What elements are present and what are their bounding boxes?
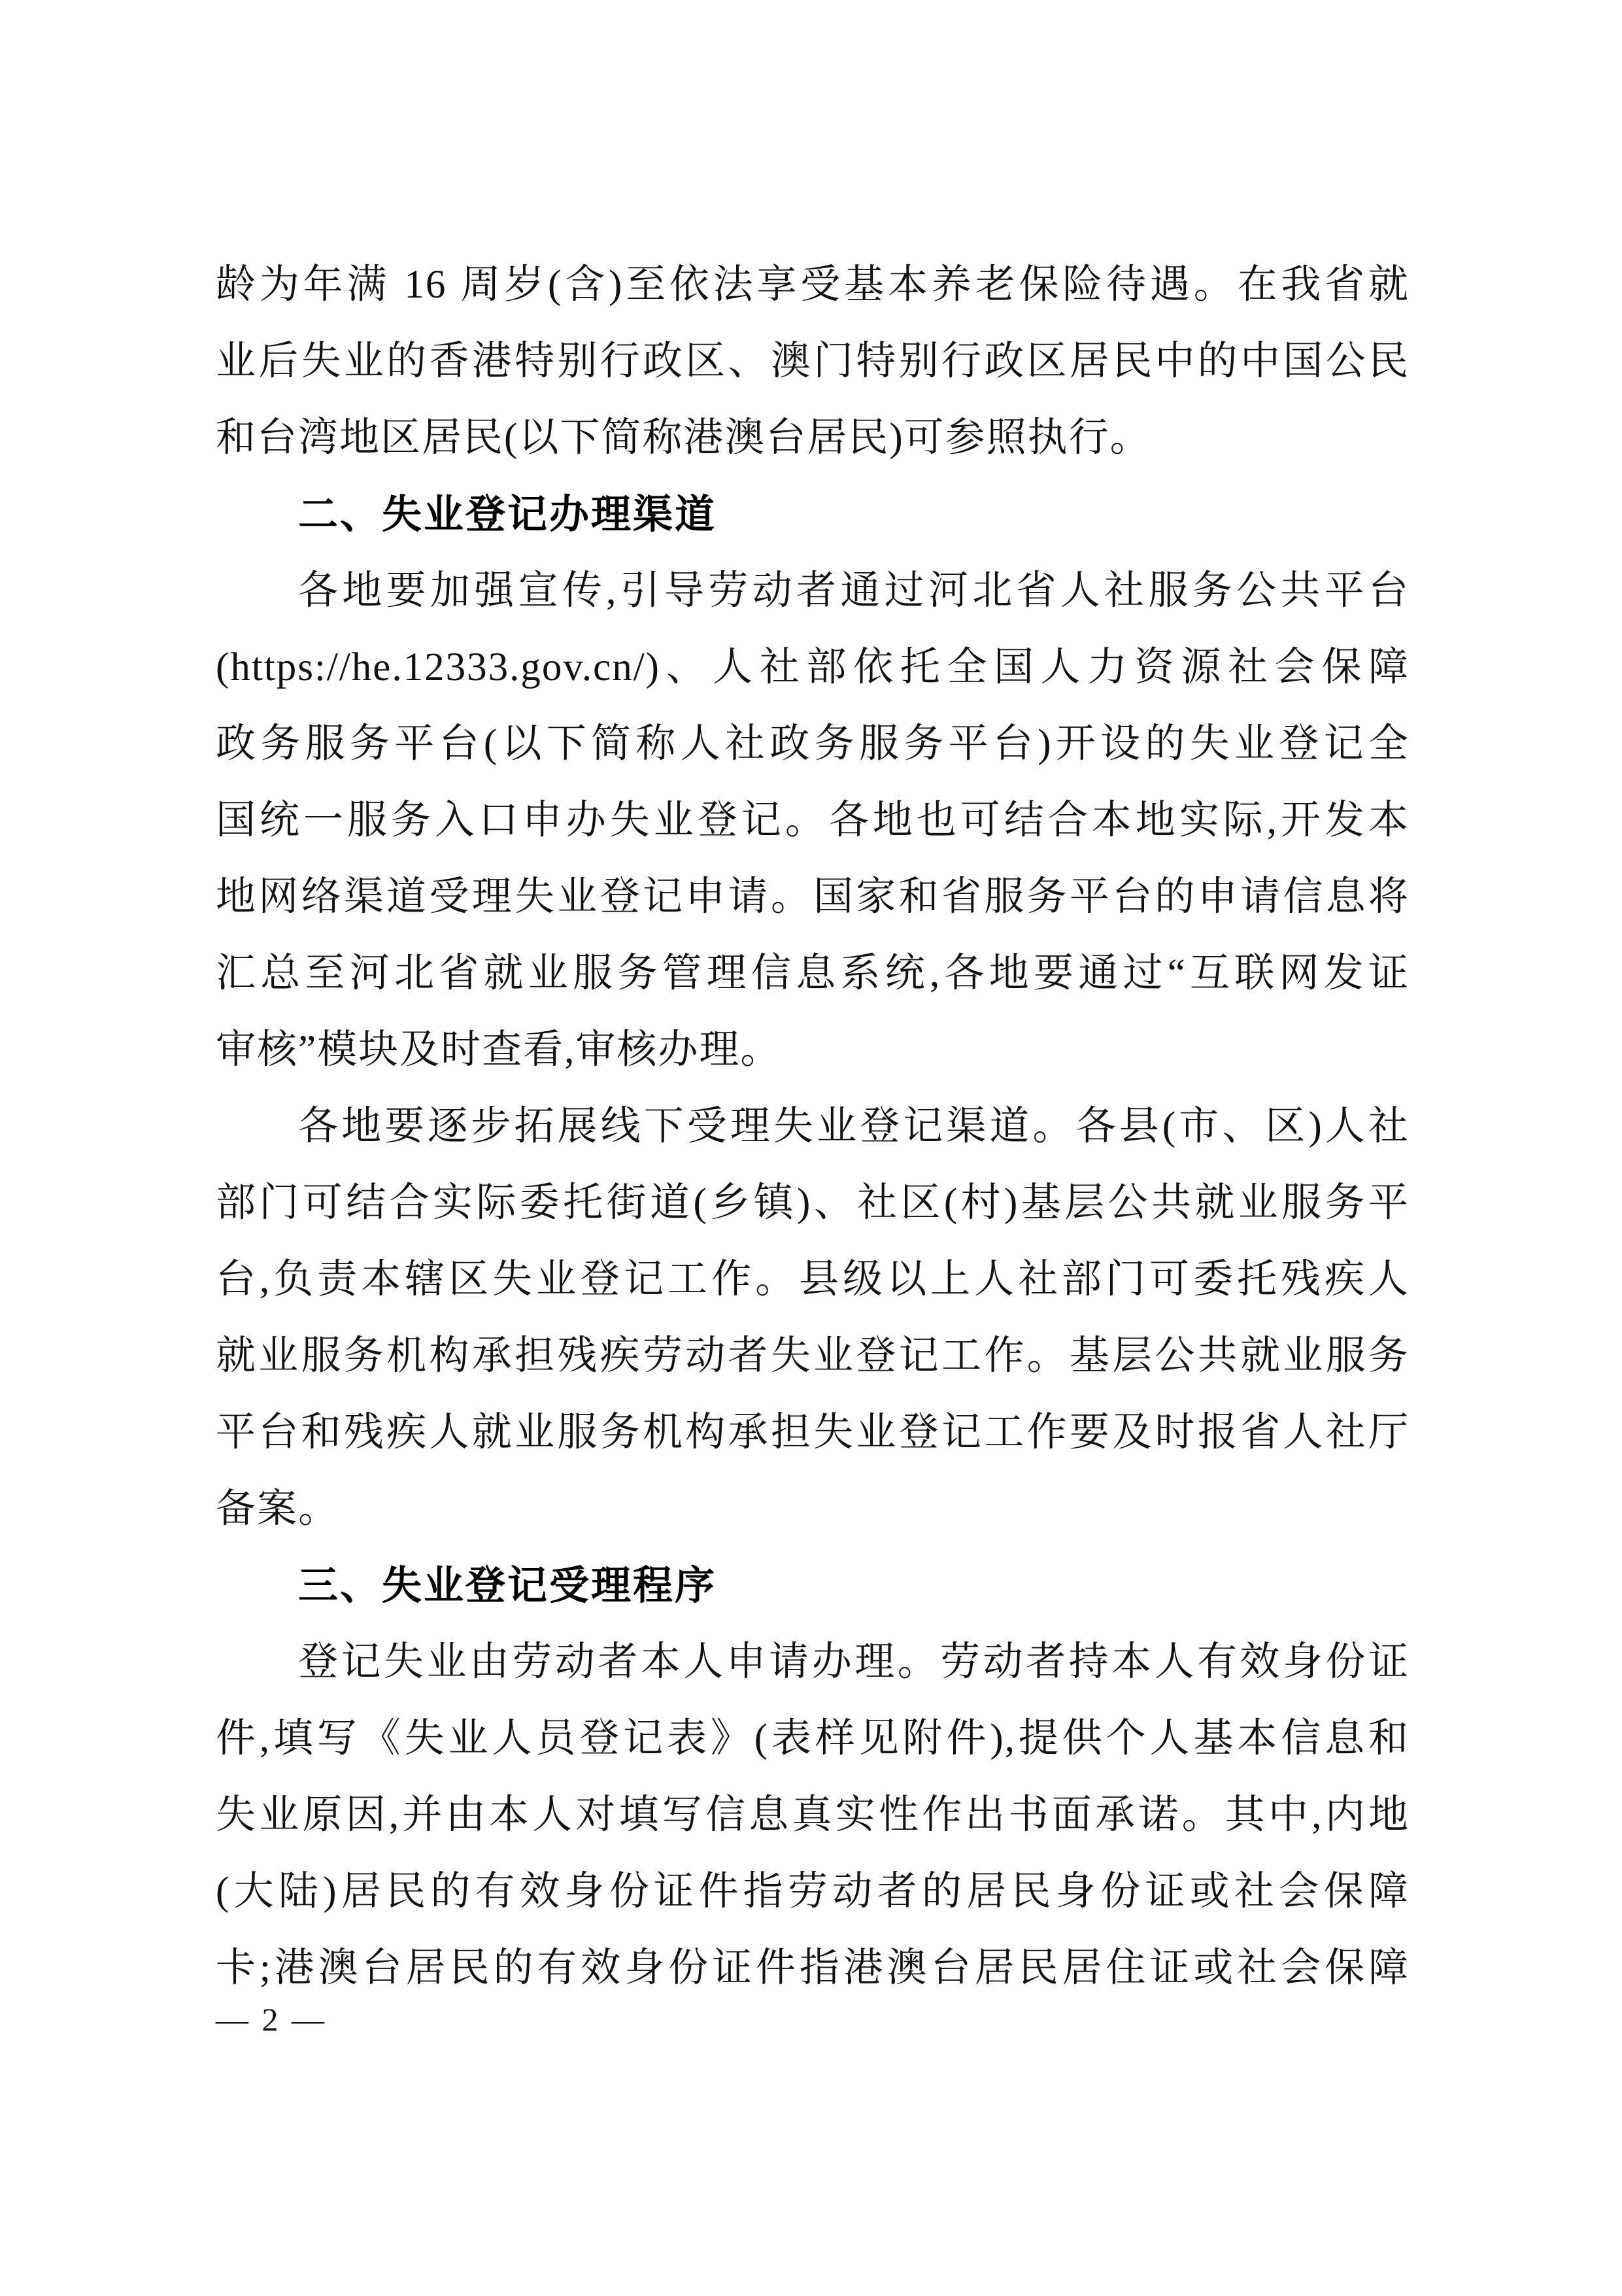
body-line: 汇总至河北省就业服务管理信息系统,各地要通过“互联网发证 [216, 951, 1410, 995]
body-line: 业后失业的香港特别行政区、澳门特别行政区居民中的中国公民 [216, 339, 1410, 383]
body-line: 登记失业由劳动者本人申请办理。劳动者持本人有效身份证 [298, 1640, 1410, 1684]
body-line: 台,负责本辖区失业登记工作。县级以上人社部门可委托残疾人 [216, 1258, 1410, 1301]
body-line: 件,填写《失业人员登记表》(表样见附件),提供个人基本信息和 [216, 1717, 1410, 1760]
body-line: 政务服务平台(以下简称人社政务服务平台)开设的失业登记全 [216, 722, 1410, 766]
body-line: (大陆)居民的有效身份证件指劳动者的居民身份证或社会保障 [216, 1870, 1410, 1913]
body-line: 和台湾地区居民(以下简称港澳台居民)可参照执行。 [216, 416, 1151, 460]
section-heading-2: 二、失业登记办理渠道 [298, 492, 717, 536]
document-text-block [216, 247, 1410, 2006]
body-line: 审核”模块及时查看,审核办理。 [216, 1028, 782, 1072]
body-line: 平台和残疾人就业服务机构承担失业登记工作要及时报省人社厅 [216, 1411, 1410, 1454]
body-line: 龄为年满 16 周岁(含)至依法享受基本养老保险待遇。在我省就 [216, 263, 1410, 307]
page-number: — 2 — [216, 2001, 327, 2038]
body-line: 国统一服务入口申办失业登记。各地也可结合本地实际,开发本 [216, 798, 1410, 842]
body-line: 失业原因,并由本人对填写信息真实性作出书面承诺。其中,内地 [216, 1793, 1410, 1837]
body-line: 各地要逐步拓展线下受理失业登记渠道。各县(市、区)人社 [298, 1105, 1410, 1148]
body-line: 部门可结合实际委托街道(乡镇)、社区(村)基层公共就业服务平 [216, 1181, 1410, 1225]
section-heading-3: 三、失业登记受理程序 [298, 1563, 717, 1607]
body-line: 卡;港澳台居民的有效身份证件指港澳台居民居住证或社会保障 [216, 1946, 1410, 1990]
body-line-url: (https://he.12333.gov.cn/)、人社部依托全国人力资源社会保障 [216, 645, 1410, 689]
body-line: 备案。 [216, 1487, 340, 1531]
body-line: 各地要加强宣传,引导劳动者通过河北省人社服务公共平台 [298, 569, 1410, 613]
body-line: 地网络渠道受理失业登记申请。国家和省服务平台的申请信息将 [216, 875, 1410, 919]
body-line: 就业服务机构承担残疾劳动者失业登记工作。基层公共就业服务 [216, 1334, 1410, 1378]
